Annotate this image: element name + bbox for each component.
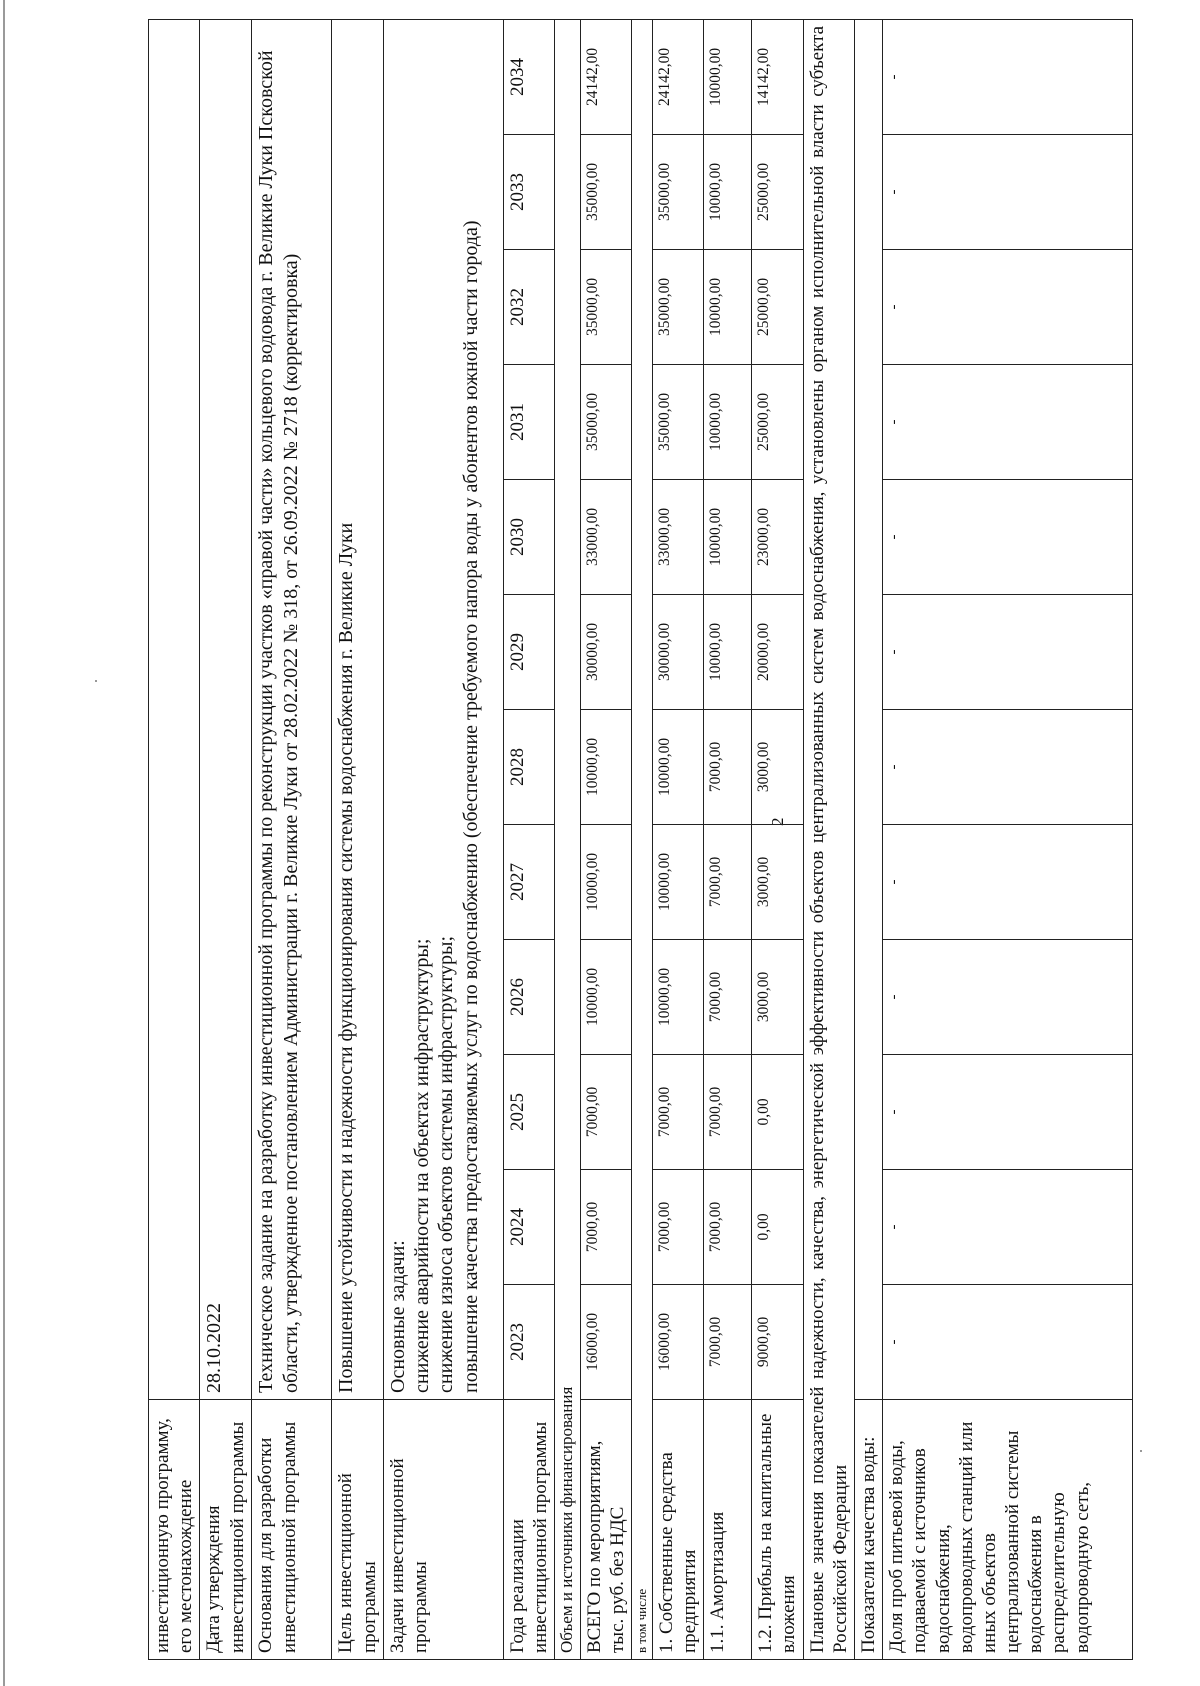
tasks-line: снижение аварийности на объектах инфраструктуры; xyxy=(411,938,434,1393)
table-row xyxy=(855,19,883,1659)
total-value: 30000,00 xyxy=(580,594,631,709)
goal-value: Повышение устойчивости и надежности функционирования системы водоснабжения г. Великие Луки xyxy=(332,19,383,1399)
profit-value: 25000,00 xyxy=(752,249,803,364)
quality-header-fill xyxy=(855,19,883,1399)
quality-dash: - xyxy=(883,1284,1133,1399)
own-funds-value: 7000,00 xyxy=(652,1054,703,1169)
investment-program-table xyxy=(148,19,1133,1660)
page-number: 2 xyxy=(768,817,787,826)
profit-value: 25000,00 xyxy=(752,364,803,479)
table-row xyxy=(383,19,503,1659)
quality-dash: - xyxy=(883,364,1133,479)
amortization-value: 10000,00 xyxy=(704,134,752,249)
amortization-value: 7000,00 xyxy=(704,1284,752,1399)
page-edge-line xyxy=(3,0,5,1686)
total-value: 35000,00 xyxy=(580,134,631,249)
table-row xyxy=(252,19,332,1659)
year-cell: 2034 xyxy=(503,19,554,134)
quality-dash: - xyxy=(883,1169,1133,1284)
year-cell: 2028 xyxy=(503,709,554,824)
tasks-line: Основные задачи: xyxy=(386,1240,409,1393)
tasks-line: снижение износа объектов системы инфраструктуры; xyxy=(435,935,458,1393)
location-value xyxy=(149,19,200,1399)
year-cell: 2026 xyxy=(503,939,554,1054)
profit-value: 23000,00 xyxy=(752,479,803,594)
own-funds-value: 10000,00 xyxy=(652,824,703,939)
including-label: в том числе xyxy=(632,19,653,1659)
tasks-line: повышение качества предоставляемых услуг по водоснабжению (обеспечение требуемого напора воды у абонентов южной части города) xyxy=(459,220,482,1393)
tasks-value xyxy=(383,19,503,1399)
amortization-value: 7000,00 xyxy=(704,1169,752,1284)
own-funds-value: 30000,00 xyxy=(652,594,703,709)
years-label: Года реализации инвестиционной программы xyxy=(503,1399,554,1659)
year-cell: 2024 xyxy=(503,1169,554,1284)
table-row xyxy=(803,19,854,1659)
quality-dash: - xyxy=(883,249,1133,364)
total-value: 10000,00 xyxy=(580,939,631,1054)
profit-label: 1.2. Прибыль на капитальные вложения xyxy=(752,1399,803,1659)
table-row xyxy=(555,19,581,1659)
year-cell: 2027 xyxy=(503,824,554,939)
table-row xyxy=(200,19,252,1659)
basis-label: Основания для разработки инвестиционной программы xyxy=(252,1399,332,1659)
table-row xyxy=(503,19,554,1659)
scan-speck xyxy=(95,680,97,682)
amortization-value: 7000,00 xyxy=(704,1054,752,1169)
table-row xyxy=(704,19,752,1659)
tasks-label: Задачи инвестиционной программы xyxy=(383,1399,503,1659)
quality-dash: - xyxy=(883,709,1133,824)
total-label: ВСЕГО по мероприятиям, тыс. руб. без НДС xyxy=(580,1399,631,1659)
total-value: 10000,00 xyxy=(580,709,631,824)
own-funds-value: 35000,00 xyxy=(652,364,703,479)
table-row xyxy=(632,19,653,1659)
amortization-value: 7000,00 xyxy=(704,709,752,824)
year-cell: 2029 xyxy=(503,594,554,709)
year-cell: 2030 xyxy=(503,479,554,594)
quality-dash: - xyxy=(883,134,1133,249)
scan-speck xyxy=(1140,1450,1142,1452)
year-cell: 2032 xyxy=(503,249,554,364)
total-value: 24142,00 xyxy=(580,19,631,134)
own-funds-label: 1. Собственные средства предприятия xyxy=(652,1399,703,1659)
own-funds-value: 35000,00 xyxy=(652,134,703,249)
amortization-value: 10000,00 xyxy=(704,19,752,134)
own-funds-value: 10000,00 xyxy=(652,939,703,1054)
quality-header: Показатели качества воды: xyxy=(855,1399,883,1659)
own-funds-value: 7000,00 xyxy=(652,1169,703,1284)
quality-dash: - xyxy=(883,939,1133,1054)
own-funds-value: 35000,00 xyxy=(652,249,703,364)
quality-dash: - xyxy=(883,19,1133,134)
total-value: 35000,00 xyxy=(580,249,631,364)
amortization-value: 7000,00 xyxy=(704,939,752,1054)
amortization-value: 7000,00 xyxy=(704,824,752,939)
table-row xyxy=(752,19,803,1659)
table-row xyxy=(332,19,383,1659)
total-value: 7000,00 xyxy=(580,1169,631,1284)
table-row xyxy=(580,19,631,1659)
amortization-value: 10000,00 xyxy=(704,249,752,364)
goal-label: Цель инвестиционной программы xyxy=(332,1399,383,1659)
year-cell: 2033 xyxy=(503,134,554,249)
own-funds-value: 16000,00 xyxy=(652,1284,703,1399)
own-funds-value: 24142,00 xyxy=(652,19,703,134)
approval-date-label: Дата утверждения инвестиционной программы xyxy=(200,1399,252,1659)
quality-dash: - xyxy=(883,594,1133,709)
year-cell: 2025 xyxy=(503,1054,554,1169)
profit-value: 3000,00 xyxy=(752,939,803,1054)
own-funds-value: 33000,00 xyxy=(652,479,703,594)
total-value: 33000,00 xyxy=(580,479,631,594)
location-label: инвестиционную программу, его местонахождение xyxy=(149,1399,200,1659)
rotated-document xyxy=(148,20,1133,1660)
table-row xyxy=(883,19,1133,1659)
amortization-value: 10000,00 xyxy=(704,364,752,479)
table-row xyxy=(149,19,200,1659)
profit-value: 14142,00 xyxy=(752,19,803,134)
profit-value: 3000,00 xyxy=(752,824,803,939)
quality-dash: - xyxy=(883,479,1133,594)
profit-value: 0,00 xyxy=(752,1169,803,1284)
amortization-value: 10000,00 xyxy=(704,479,752,594)
year-cell: 2023 xyxy=(503,1284,554,1399)
total-value: 35000,00 xyxy=(580,364,631,479)
total-value: 10000,00 xyxy=(580,824,631,939)
funding-header: Объем и источники финансирования xyxy=(555,19,581,1659)
total-value: 7000,00 xyxy=(580,1054,631,1169)
quality-row-label: Доля проб питьевой воды, подаваемой с источников водоснабжения, водопроводных станций или иных объектов централизованной системы водоснабжения в распределительную водопроводную сеть, xyxy=(883,1399,1133,1659)
year-cell: 2031 xyxy=(503,364,554,479)
profit-value: 3000,00 xyxy=(752,709,803,824)
profit-value: 9000,00 xyxy=(752,1284,803,1399)
table-row xyxy=(652,19,703,1659)
profit-value: 20000,00 xyxy=(752,594,803,709)
total-value: 16000,00 xyxy=(580,1284,631,1399)
profit-value: 0,00 xyxy=(752,1054,803,1169)
amortization-value: 10000,00 xyxy=(704,594,752,709)
basis-value: Техническое задание на разработку инвестиционной программы по реконструкции участков «правой части» кольцевого водовода г. Великие Луки Псковской области, утвержденное постановлением Администрации г. Великие Луки от 28.02.2022 № 318, от 26.09.2022 № 2718 (корректировка) xyxy=(252,19,332,1399)
quality-dash: - xyxy=(883,824,1133,939)
indicators-text: Плановые значения показателей надежности, качества, энергетической эффективности объектов централизованных систем водоснабжения, установлены органом исполнительной власти субъекта Российской Федерации xyxy=(803,19,854,1659)
quality-dash: - xyxy=(883,1054,1133,1169)
own-funds-value: 10000,00 xyxy=(652,709,703,824)
amortization-label: 1.1. Амортизация xyxy=(704,1399,752,1659)
profit-value: 25000,00 xyxy=(752,134,803,249)
approval-date-value: 28.10.2022 xyxy=(200,19,252,1399)
